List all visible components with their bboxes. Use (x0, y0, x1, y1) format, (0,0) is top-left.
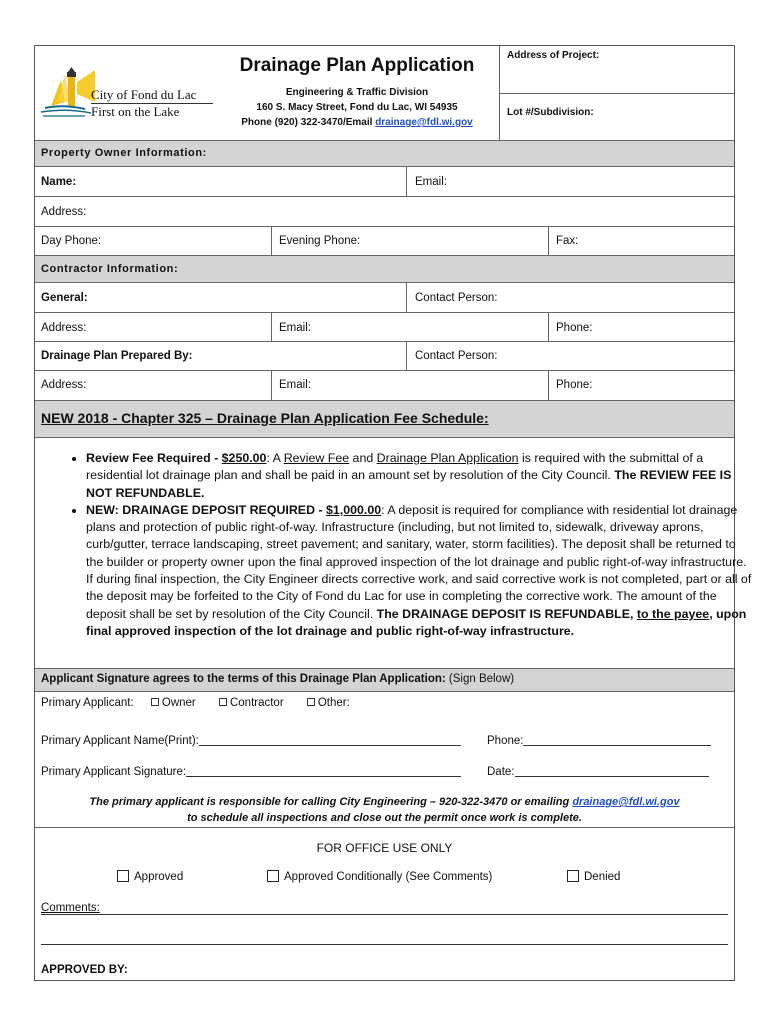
page-title: Drainage Plan Application (239, 55, 475, 76)
applicant-phone-label: Phone: (487, 735, 524, 747)
primary-applicant-row (41, 697, 350, 709)
contractor-divider (271, 370, 272, 400)
applicant-name-row (41, 733, 461, 747)
drainage-application-form (34, 45, 752, 981)
other-checkbox[interactable] (307, 698, 315, 706)
denied-option[interactable] (567, 870, 620, 883)
fee-list (61, 450, 754, 640)
review-text-2: and (349, 451, 377, 465)
logo-text (91, 88, 213, 119)
contractor-divider (548, 312, 549, 341)
responsibility-text: The primary applicant is responsible for calling City Engineering – 920-322-3470 or emailing (89, 796, 573, 808)
review-nonrefundable: The REVIEW FEE IS NOT REFUNDABLE. (86, 468, 732, 500)
prepared-phone-label: Phone: (556, 379, 593, 391)
review-text-3: is required with the submittal of a residential lot drainage plan and shall be paid in an amount set by resolution of the City Council. (86, 451, 704, 483)
primary-applicant-label: Primary Applicant: (41, 697, 134, 709)
responsibility-note-2: to schedule all inspections and close out the permit once work is complete. (187, 812, 582, 824)
contractor-section-title: Contractor Information: (41, 263, 179, 275)
approved-checkbox[interactable] (117, 870, 129, 882)
approved-conditionally-label: Approved Conditionally (See Comments) (284, 871, 493, 883)
row-divider (35, 341, 734, 342)
comments-label: Comments: (41, 902, 100, 914)
contractor-divider (406, 341, 407, 370)
owner-email-label: Email: (415, 176, 447, 188)
contractor-phone-label: Phone: (556, 322, 593, 334)
prepared-contact-label: Contact Person: (415, 350, 498, 362)
prepared-address-label: Address: (41, 379, 87, 391)
owner-divider (406, 166, 407, 196)
contractor-divider (271, 312, 272, 341)
applicant-name-field[interactable] (199, 733, 461, 746)
approved-conditionally-option[interactable] (267, 870, 492, 883)
signature-title-note: (Sign Below) (445, 673, 515, 685)
contractor-general-label: General: (41, 292, 88, 304)
note-email-link[interactable]: drainage@fdl.wi.gov (572, 796, 680, 808)
responsibility-note-1 (35, 796, 734, 808)
lot-subdivision-label: Lot #/Subdivision: (507, 107, 594, 118)
applicant-phone-row (487, 733, 711, 747)
applicant-signature-label: Primary Applicant Signature: (41, 766, 187, 778)
deposit-amount: $1,000.00 (326, 502, 382, 517)
approved-option[interactable] (117, 870, 183, 883)
owner-name-label: Name: (41, 176, 77, 188)
division-address: 160 S. Macy Street, Fond du Lac, WI 54935 (256, 102, 458, 113)
phone-text: Phone (920) 322-3470/Email (241, 117, 376, 128)
deposit-refundable-1: The DRAINAGE DEPOSIT IS REFUNDABLE, (376, 606, 637, 621)
prepared-by-label: Drainage Plan Prepared By: (41, 350, 193, 362)
contact-email-link[interactable]: drainage@fdl.wi.gov (375, 117, 473, 128)
owner-day-phone-label: Day Phone: (41, 235, 102, 247)
applicant-name-label: Primary Applicant Name(Print): (41, 735, 199, 747)
review-fee-label: Review Fee Required - (86, 451, 222, 465)
approved-conditionally-checkbox[interactable] (267, 870, 279, 882)
owner-option-label: Owner (161, 697, 196, 709)
signature-title-text: Applicant Signature agrees to the terms of this Drainage Plan Application: (41, 673, 446, 685)
review-fee-item (86, 450, 754, 502)
contractor-address-label: Address: (41, 322, 87, 334)
applicant-signature-row (41, 764, 461, 778)
contractor-email-label: Email: (279, 322, 311, 334)
review-fee-amount: $250.00 (221, 451, 267, 465)
deposit-item (86, 502, 754, 640)
deposit-payee: to the payee (636, 606, 710, 621)
review-fee-link: Review Fee (283, 451, 350, 465)
logo-city: City of Fond du Lac (91, 87, 197, 102)
contractor-divider (548, 370, 549, 400)
approved-by-label: APPROVED BY: (41, 964, 128, 976)
application-link: Drainage Plan Application (376, 451, 519, 465)
prepared-email-label: Email: (279, 379, 311, 391)
approved-label: Approved (134, 871, 184, 883)
applicant-date-field[interactable] (515, 764, 709, 777)
address-of-project-label: Address of Project: (507, 50, 600, 61)
office-divider (35, 827, 734, 828)
deposit-text: : A deposit is required for compliance with residential lot drainage plans and protection of public right-of-way. Infrastructure (including, but not limited to, sidewalk, driveway aprons, curb/gutter, terrace landscaping, street pavement; and sanitary, water, storm facilities). The deposit shall be returned to the builder or property owner upon the final approved inspection of the lot drainage and public right-of-way infrastructure. If during final inspection, the City Engineer directs corrective work, and said corrective work is not completed, part or all of the deposit may be forfeited to the City of Fond du Lac for use in completing the corrective work. The amount of the deposit shall be set by resolution of the City Council. (86, 502, 752, 621)
applicant-phone-field[interactable] (523, 733, 711, 746)
fee-section-title: NEW 2018 - Chapter 325 – Drainage Plan Application Fee Schedule: (41, 410, 489, 426)
other-option-label: Other: (317, 697, 350, 709)
denied-label: Denied (584, 871, 621, 883)
signature-section-title (41, 673, 514, 685)
owner-section-title: Property Owner Information: (41, 147, 207, 159)
denied-checkbox[interactable] (567, 870, 579, 882)
review-text-1: : A (266, 451, 284, 465)
contractor-option-label: Contractor (229, 697, 284, 709)
applicant-signature-field[interactable] (186, 764, 461, 777)
deposit-refundable-2: , upon final approved inspection of the lot drainage and public right-of-way infrastructure. (86, 606, 747, 638)
row-divider (35, 312, 734, 313)
deposit-label: NEW: DRAINAGE DEPOSIT REQUIRED - (86, 502, 327, 517)
owner-divider (548, 226, 549, 255)
division-name: Engineering & Traffic Division (285, 87, 429, 98)
logo-tagline: First on the Lake (91, 104, 180, 119)
row-divider (35, 226, 734, 227)
owner-fax-label: Fax: (556, 235, 579, 247)
owner-evening-phone-label: Evening Phone: (279, 235, 361, 247)
contractor-divider (406, 282, 407, 312)
row-divider (35, 196, 734, 197)
owner-address-label: Address: (41, 206, 87, 218)
contractor-contact-label: Contact Person: (415, 292, 498, 304)
applicant-date-row (487, 764, 709, 778)
comments-line-1[interactable] (41, 914, 728, 915)
division-contact (215, 117, 499, 128)
header-field-divider (499, 93, 734, 94)
row-divider (35, 370, 734, 371)
owner-checkbox[interactable] (151, 698, 159, 706)
owner-divider (271, 226, 272, 255)
office-use-title: FOR OFFICE USE ONLY (316, 841, 453, 855)
contractor-checkbox[interactable] (219, 698, 227, 706)
applicant-date-label: Date: (487, 766, 515, 778)
comments-line-2[interactable] (41, 944, 728, 945)
